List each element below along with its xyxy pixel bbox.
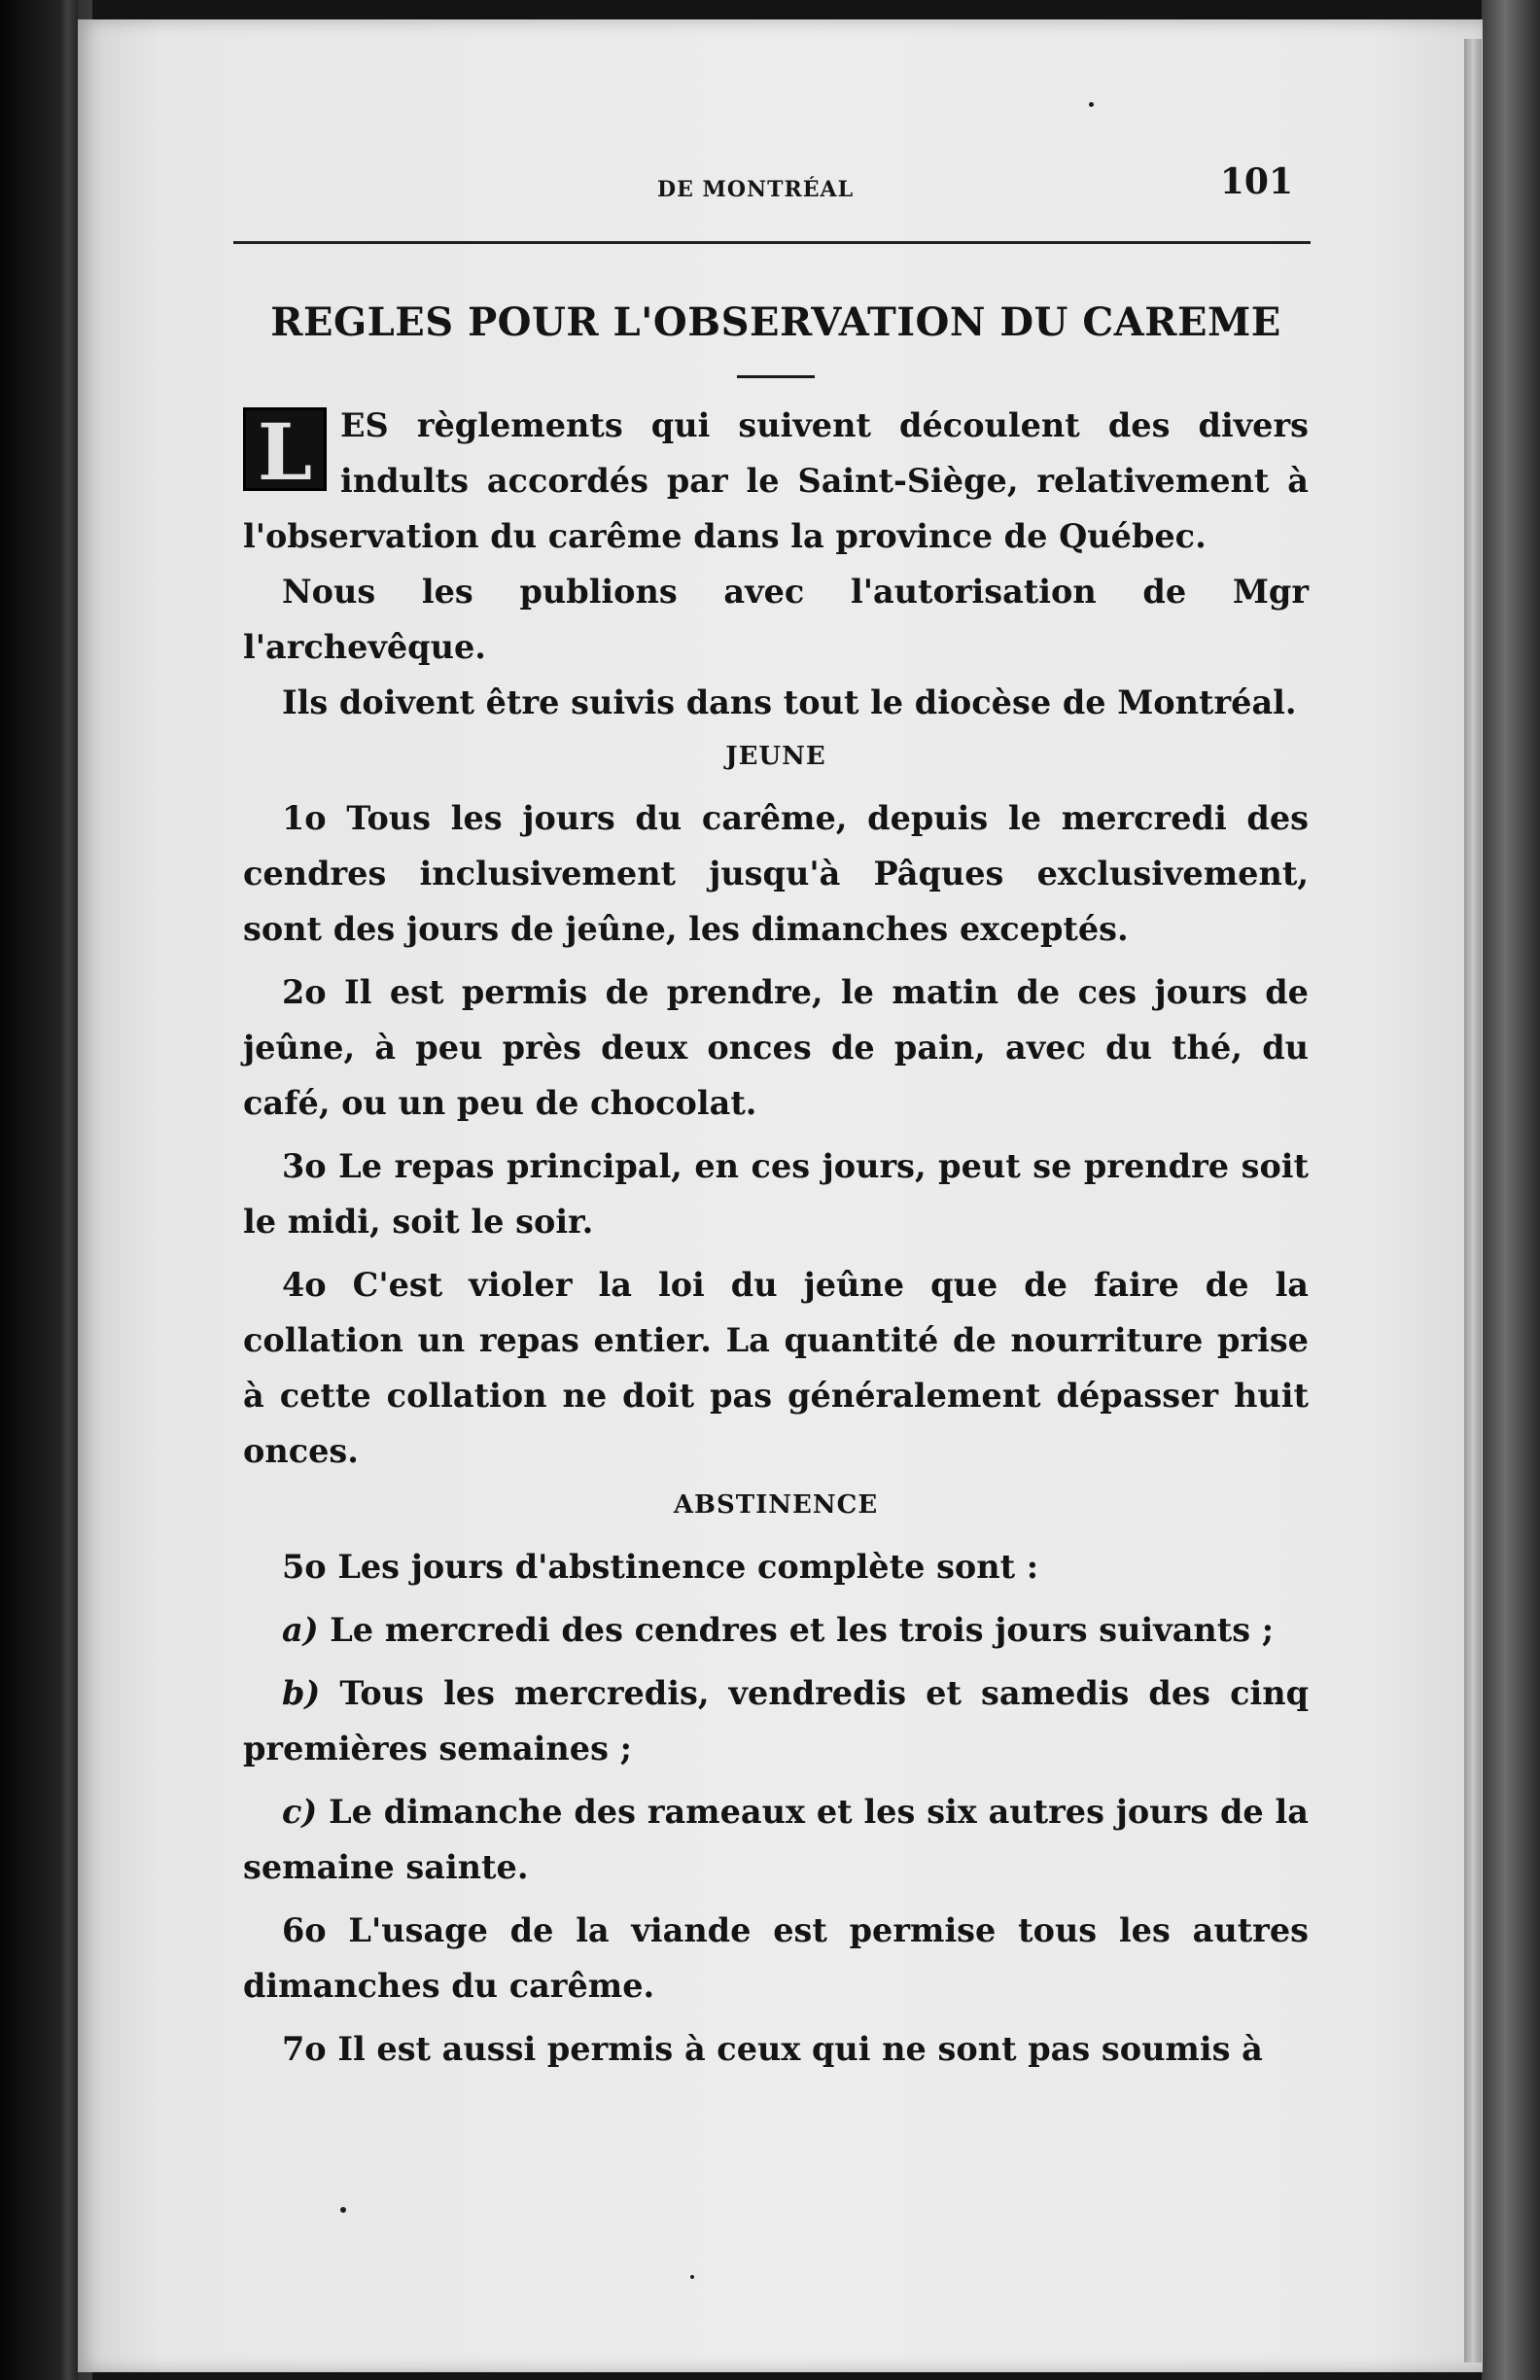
paragraph-6: 6o L'usage de la viande est permise tous les autres dimanches du carême. — [243, 1911, 1309, 2005]
header-rule — [233, 241, 1311, 244]
jeune-item-1: 1o Tous les jours du carême, depuis le mercredi des cendres inclusivement jusqu'à Pâques exclusivement, sont des jours de jeûne, les dimanches exceptés. — [243, 799, 1309, 948]
page-body — [243, 292, 1309, 2077]
abstinence-heading: ABSTINENCE — [673, 1490, 879, 1520]
jeune-item-3: 3o Le repas principal, en ces jours, peut se prendre soit le midi, soit le soir. — [243, 1147, 1309, 1241]
abstinence-item-a-label: a) — [282, 1611, 319, 1649]
intro-paragraph-2: Nous les publions avec l'autorisation de Mgr l'archevêque. — [243, 573, 1309, 666]
abstinence-item-a-text: Le mercredi des cendres et les trois jours suivants ; — [318, 1611, 1275, 1649]
abstinence-item-c-label: c) — [282, 1793, 318, 1831]
running-header — [231, 158, 1293, 206]
page-edge-band — [1464, 39, 1482, 2362]
spine-shadow — [58, 0, 78, 2380]
scan-speck — [1089, 102, 1094, 107]
right-book-edge — [1482, 0, 1540, 2380]
intro-paragraph-3: Ils doivent être suivis dans tout le diocèse de Montréal. — [282, 683, 1297, 721]
page-title: REGLES POUR L'OBSERVATION DU CAREME — [270, 299, 1281, 345]
abstinence-item-a — [243, 1602, 1309, 1658]
title-rule — [737, 375, 815, 378]
jeune-item-2: 2o Il est permis de prendre, le matin de ces jours de jeûne, à peu près deux onces de pain, avec du thé, du café, ou un peu de chocolat. — [243, 973, 1309, 1122]
scan-speck — [690, 2275, 694, 2279]
intro-text: ES règlements qui suivent découlent des divers indults accordés par le Saint-Siège, relativement à l'observation du carême dans la province de Québec. — [243, 406, 1309, 555]
abstinence-item-b — [243, 1665, 1309, 1776]
page-number: 101 — [1219, 161, 1293, 202]
running-title: DE MONTRÉAL — [657, 177, 855, 202]
abstinence-item-c-text: Le dimanche des rameaux et les six autres jours de la semaine sainte. — [243, 1793, 1309, 1886]
scan-speck — [340, 2207, 346, 2213]
abstinence-item-b-text: Tous les mercredis, vendredis et samedis des cinq premières semaines ; — [243, 1674, 1309, 1768]
abstinence-intro: 5o Les jours d'abstinence complète sont : — [282, 1548, 1039, 1586]
abstinence-item-c — [243, 1784, 1309, 1895]
jeune-heading: JEUNE — [725, 742, 826, 771]
drop-cap: L — [243, 407, 327, 491]
paragraph-7: 7o Il est aussi permis à ceux qui ne sont pas soumis à — [282, 2030, 1263, 2068]
jeune-item-4: 4o C'est violer la loi du jeûne que de faire de la collation un repas entier. La quantité de nourriture prise à cette collation ne doit pas généralement dépasser huit onces. — [243, 1266, 1309, 1470]
intro-paragraph — [243, 398, 1309, 564]
abstinence-item-b-label: b) — [282, 1674, 321, 1712]
